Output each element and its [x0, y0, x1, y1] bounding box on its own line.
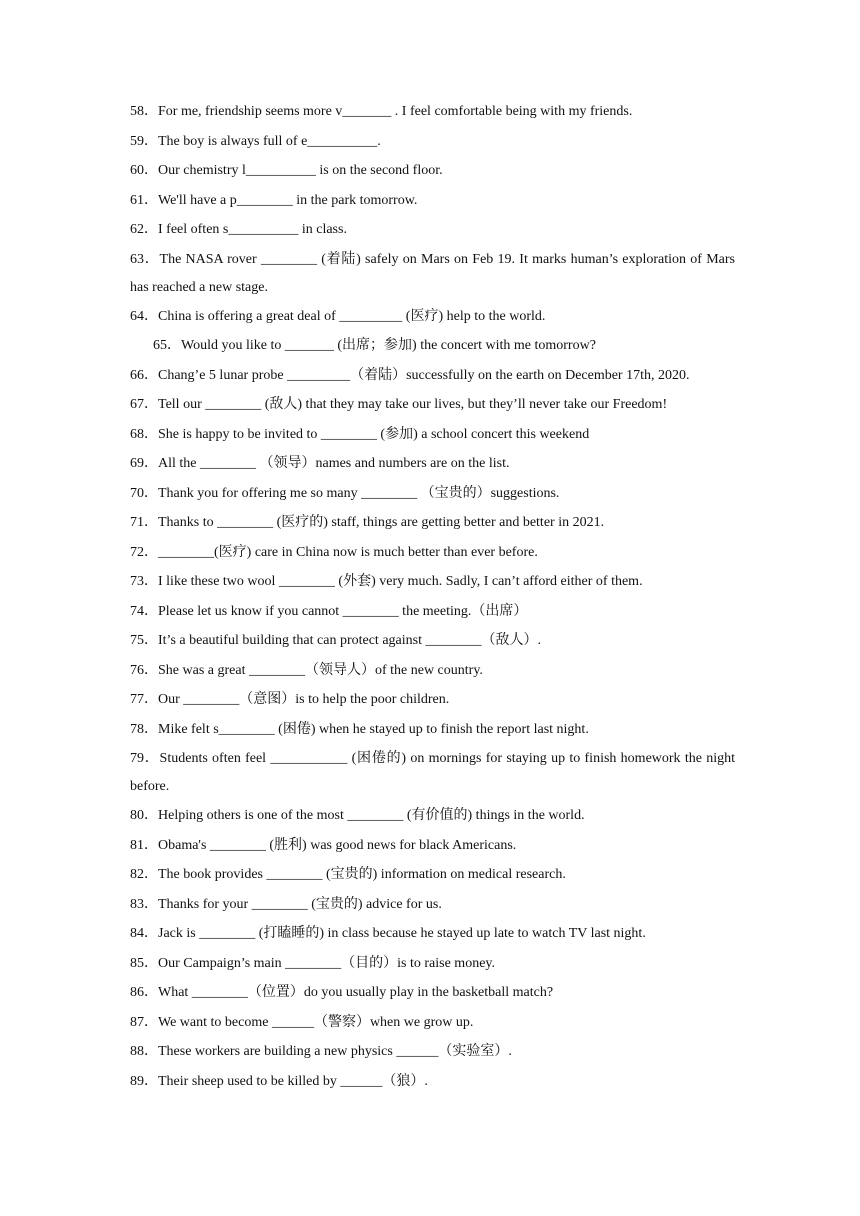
question-63: 63．The NASA rover ________ (着陆) safely on Mars on Feb 19. It marks human’s exploration of Mars has reached a new stage. [130, 251, 735, 295]
question-59: 59．The boy is always full of e__________. [130, 133, 381, 149]
question-88: 88．These workers are building a new physics ______（实验室）. [130, 1044, 512, 1059]
question-82: 82．The book provides ________ (宝贵的) information on medical research. [130, 867, 566, 882]
question-list [130, 102, 735, 1101]
question-84: 84．Jack is ________ (打瞌睡的) in class because he stayed up late to watch TV last night. [130, 926, 646, 941]
question-86: 86．What ________（位置）do you usually play in the basketball match? [130, 985, 554, 1000]
question-61: 61．We'll have a p________ in the park tomorrow. [130, 192, 418, 208]
question-58: 58．For me, friendship seems more v_______ . I feel comfortable being with my friends. [130, 104, 633, 119]
question-89: 89．Their sheep used to be killed by ______（狼）. [130, 1073, 428, 1089]
question-73: 73．I like these two wool ________ (外套) very much. Sadly, I can’t afford either of them. [130, 574, 643, 589]
question-79: 79．Students often feel ___________ (困倦的) on mornings for staying up to finish homework the night before. [130, 751, 735, 794]
question-72: 72．________(医疗) care in China now is much better than ever before. [130, 544, 538, 560]
question-60: 60．Our chemistry l__________ is on the second floor. [130, 163, 443, 178]
question-77: 77．Our ________（意图）is to help the poor children. [130, 692, 450, 707]
question-68: 68．She is happy to be invited to ________ (参加) a school concert this weekend [130, 426, 590, 442]
question-83: 83．Thanks for your ________ (宝贵的) advice for us. [130, 896, 442, 912]
question-66: 66．Chang’e 5 lunar probe _________（着陆）successfully on the earth on December 17th, 2020. [130, 367, 690, 383]
question-87: 87．We want to become ______（警察）when we grow up. [130, 1014, 474, 1030]
question-81: 81．Obama's ________ (胜利) was good news for black Americans. [130, 837, 517, 853]
question-78: 78．Mike felt s________ (困倦) when he stayed up to finish the report last night. [130, 721, 589, 737]
question-80: 80．Helping others is one of the most ________ (有价值的) things in the world. [130, 808, 585, 823]
question-62: 62．I feel often s__________ in class. [130, 222, 347, 237]
question-85: 85．Our Campaign’s main ________（目的）is to raise money. [130, 955, 495, 971]
question-71: 71．Thanks to ________ (医疗的) staff, things are getting better and better in 2021. [130, 515, 605, 530]
question-70: 70．Thank you for offering me so many ________ （宝贵的）suggestions. [130, 485, 560, 501]
question-75: 75．It’s a beautiful building that can protect against ________（敌人）. [130, 633, 541, 648]
question-67: 67．Tell our ________ (敌人) that they may take our lives, but they’ll never take our Freedom! [130, 397, 668, 412]
question-65: 65．Would you like to _______ (出席；参加) the concert with me tomorrow? [153, 338, 596, 353]
question-76: 76．She was a great ________（领导人）of the new country. [130, 662, 483, 678]
question-69: 69．All the ________ （领导）names and numbers are on the list. [130, 456, 510, 471]
question-64: 64．China is offering a great deal of _________ (医疗) help to the world. [130, 308, 546, 324]
question-74: 74．Please let us know if you cannot ________ the meeting.（出席） [130, 603, 528, 619]
